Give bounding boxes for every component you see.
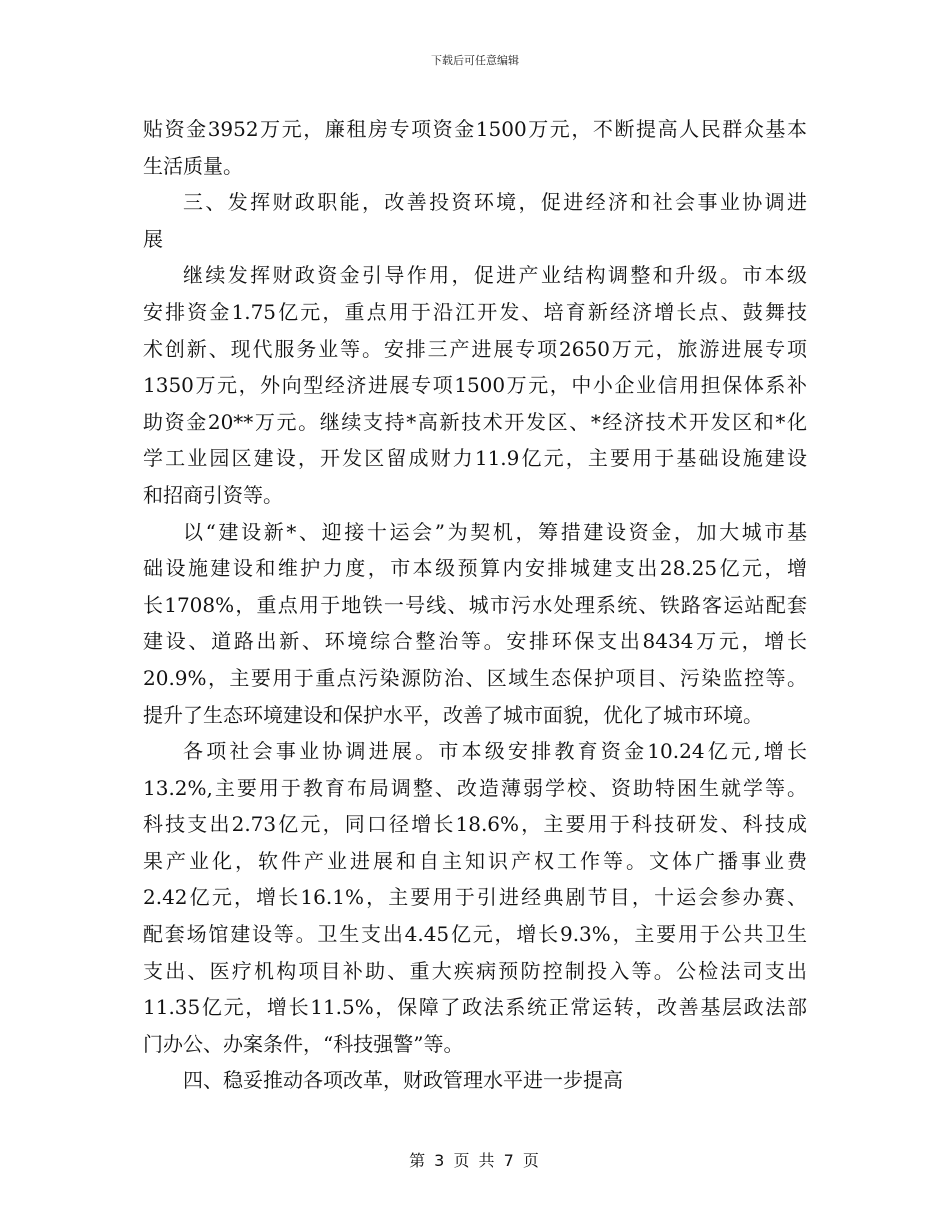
page-number: 第 3 页 共 7 页 (409, 1151, 541, 1170)
text-line: 支出、医疗机构项目补助、重大疾病预防控制投入等。公检法司支出 (143, 958, 807, 983)
text-line: 1350万元，外向型经济进展专项1500万元，中小企业信用担保体系补 (143, 373, 807, 398)
text-line: 继续发挥财政资金引导作用，促进产业结构调整和升级。市本级 (183, 263, 807, 288)
text-line: 术创新、现代服务业等。安排三产进展专项2650万元，旅游进展专项 (143, 336, 807, 361)
text-line: 助资金20**万元。继续支持*高新技术开发区、*经济技术开发区和*化 (143, 409, 807, 434)
text-line: 建设、道路出新、环境综合整治等。安排环保支出8434万元，增长 (143, 629, 807, 654)
text-line: 11.35亿元，增长11.5%，保障了政法系统正常运转，改善基层政法部 (143, 995, 807, 1020)
text-line: 安排资金1.75亿元，重点用于沿江开发、培育新经济增长点、鼓舞技 (143, 299, 807, 324)
text-line: 提升了生态环境建设和保护水平，改善了城市面貌，优化了城市环境。 (143, 702, 763, 727)
text-line: 13.2%,主要用于教育布局调整、改造薄弱学校、资助特困生就学等。 (143, 775, 807, 800)
text-line: 础设施建设和维护力度，市本级预算内安排城建支出28.25亿元，增 (143, 556, 807, 581)
text-line: 2.42亿元，增长16.1%，主要用于引进经典剧节目，十运会参办赛、 (143, 885, 807, 910)
text-line: 果产业化，软件产业进展和自主知识产权工作等。文体广播事业费 (143, 848, 807, 873)
text-line: 贴资金3952万元，廉租房专项资金1500万元，不断提高人民群众基本 (143, 117, 807, 141)
section-heading: 三、发挥财政职能，改善投资环境，促进经济和社会事业协调进 (183, 190, 807, 215)
text-line: 科技支出2.73亿元，同口径增长18.6%，主要用于科技研发、科技成 (143, 812, 807, 837)
document-body (143, 111, 807, 1099)
text-line: 长1708%，重点用于地铁一号线、城市污水处理系统、铁路客运站配套 (143, 592, 807, 617)
text-line: 生活质量。 (143, 153, 243, 178)
section-heading-cont: 展 (143, 226, 163, 251)
text-line: 学工业园区建设，开发区留成财力11.9亿元，主要用于基础设施建设 (143, 446, 807, 471)
text-line: 配套场馆建设等。卫生支出4.45亿元，增长9.3%，主要用于公共卫生 (143, 922, 807, 947)
text-line: 20.9%，主要用于重点污染源防治、区域生态保护项目、污染监控等。 (143, 665, 807, 690)
text-line: 以“建设新*、迎接十运会”为契机，筹措建设资金，加大城市基 (183, 519, 807, 544)
section-heading: 四、稳妥推动各项改革，财政管理水平进一步提高 (183, 1068, 623, 1093)
text-line: 和招商引资等。 (143, 482, 283, 507)
text-line: 各项社会事业协调进展。市本级安排教育资金10.24亿元,增长 (183, 739, 807, 764)
text-line: 门办公、办案条件，“科技强警”等。 (143, 1031, 464, 1056)
page-header: 下载后可任意编辑 (431, 54, 519, 67)
